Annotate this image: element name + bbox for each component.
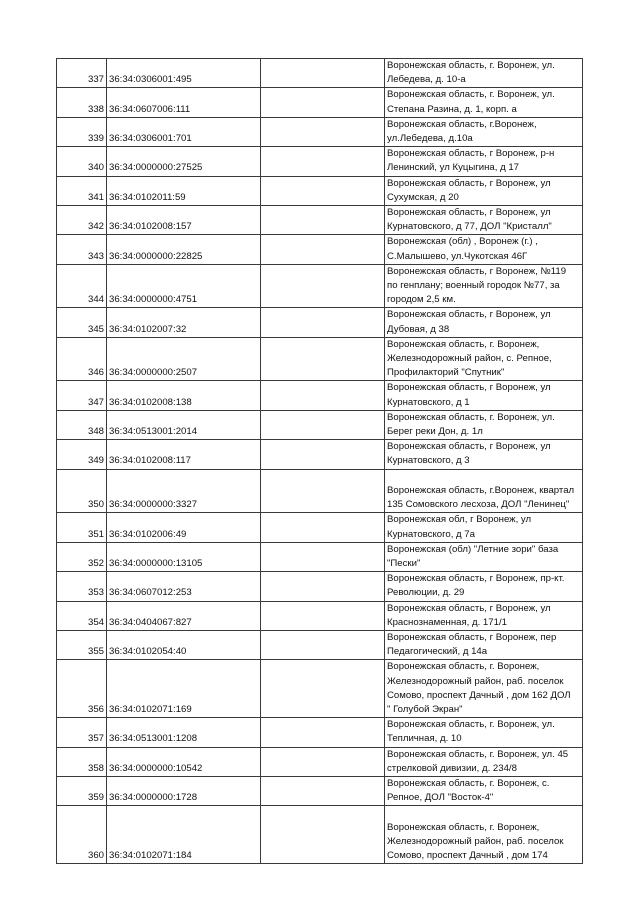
address-line: Лебедева, д. 10-а	[387, 74, 466, 86]
address-line: Воронежская область, г. Воронеж, ул.	[387, 411, 555, 423]
address-cell	[385, 264, 583, 308]
address-line: Железнодорожный район, с. Репное,	[387, 353, 552, 365]
address-line: Дубовая, д 38	[387, 323, 450, 335]
row-number: 351	[57, 513, 107, 542]
address-cell	[385, 59, 583, 88]
row-number: 340	[57, 147, 107, 176]
table-row	[57, 513, 583, 542]
cadastral-number: 36:34:0404067:827	[107, 601, 261, 630]
table-row	[57, 601, 583, 630]
cadastral-number: 36:34:0607006:111	[107, 88, 261, 117]
address-line: Ленинский, ул Куцыгина, д 17	[387, 162, 520, 174]
address-line: Железнодорожный район, раб. поселок	[387, 835, 564, 847]
address-line: Педагогический, д 14а	[387, 646, 488, 658]
address-cell	[385, 747, 583, 776]
empty-cell	[261, 235, 385, 264]
address-line: Берег реки Дон, д. 1л	[387, 426, 483, 438]
empty-cell	[261, 206, 385, 235]
address-line	[387, 806, 580, 820]
empty-cell	[261, 264, 385, 308]
address-line: Воронежская область, г Воронеж, ул	[387, 382, 551, 394]
cadastral-number: 36:34:0102011:59	[107, 176, 261, 205]
row-number: 337	[57, 59, 107, 88]
address-line: Воронежская область, г Воронеж, №119	[387, 265, 567, 277]
cadastral-number: 36:34:0000000:27525	[107, 147, 261, 176]
address-line: Воронежская область, г Воронеж, ул	[387, 602, 551, 614]
table-row	[57, 630, 583, 659]
empty-cell	[261, 147, 385, 176]
empty-cell	[261, 469, 385, 513]
address-line: Воронежская область, г Воронеж, ул	[387, 207, 551, 219]
address-line: "Пески"	[387, 557, 421, 569]
address-line: Воронежская область, г Воронеж, пр-кт.	[387, 573, 565, 585]
cadastral-number: 36:34:0102008:117	[107, 440, 261, 469]
cadastral-number: 36:34:0513001:1208	[107, 718, 261, 747]
address-line: Курнатовского, д 77, ДОЛ "Кристалл"	[387, 221, 552, 233]
address-line: стрелковой дивизии, д. 234/8	[387, 762, 517, 774]
address-line: Воронежская область, г. Воронеж, с.	[387, 777, 550, 789]
cadastral-number: 36:34:0102054:40	[107, 630, 261, 659]
address-cell	[385, 147, 583, 176]
cadastral-number: 36:34:0102006:49	[107, 513, 261, 542]
row-number: 352	[57, 542, 107, 571]
cadastral-number: 36:34:0306001:495	[107, 59, 261, 88]
table-row	[57, 117, 583, 146]
address-cell	[385, 117, 583, 146]
empty-cell	[261, 513, 385, 542]
empty-cell	[261, 572, 385, 601]
cadastral-number: 36:34:0000000:13105	[107, 542, 261, 571]
address-line: Железнодорожный район, раб. поселок	[387, 675, 564, 687]
cadastral-number: 36:34:0607012:253	[107, 572, 261, 601]
row-number: 356	[57, 660, 107, 718]
address-cell	[385, 601, 583, 630]
address-line: Воронежская область, г Воронеж, ул	[387, 309, 551, 321]
empty-cell	[261, 176, 385, 205]
address-line: Воронежская область, г.Воронеж,	[387, 118, 537, 130]
row-number: 359	[57, 776, 107, 805]
row-number: 343	[57, 235, 107, 264]
address-line: Воронежская область, г Воронеж, ул	[387, 177, 551, 189]
table-row	[57, 88, 583, 117]
cadastral-table	[56, 58, 583, 864]
address-line: Профилакторий "Спутник"	[387, 367, 505, 379]
address-line: Воронежская обл, г Воронеж, ул	[387, 514, 532, 526]
table-row	[57, 572, 583, 601]
row-number: 355	[57, 630, 107, 659]
address-line: Сомово, проспект Дачный , дом 174	[387, 849, 548, 861]
address-cell	[385, 776, 583, 805]
table-row	[57, 264, 583, 308]
address-cell	[385, 660, 583, 718]
table-row	[57, 440, 583, 469]
row-number: 357	[57, 718, 107, 747]
table-row	[57, 747, 583, 776]
empty-cell	[261, 337, 385, 381]
address-line: городом 2,5 км.	[387, 294, 456, 306]
address-line: Воронежская область, г. Воронеж, ул.	[387, 719, 555, 731]
table-row	[57, 410, 583, 439]
row-number: 350	[57, 469, 107, 513]
table-row	[57, 337, 583, 381]
address-cell	[385, 542, 583, 571]
row-number: 358	[57, 747, 107, 776]
empty-cell	[261, 718, 385, 747]
cadastral-number: 36:34:0102071:184	[107, 806, 261, 864]
address-cell	[385, 88, 583, 117]
empty-cell	[261, 747, 385, 776]
cadastral-number: 36:34:0000000:2507	[107, 337, 261, 381]
row-number: 360	[57, 806, 107, 864]
cadastral-number: 36:34:0102008:157	[107, 206, 261, 235]
address-cell	[385, 440, 583, 469]
address-cell	[385, 410, 583, 439]
row-number: 345	[57, 308, 107, 337]
address-line: Воронежская область, г. Воронеж, ул.	[387, 89, 555, 101]
empty-cell	[261, 381, 385, 410]
table-row	[57, 147, 583, 176]
address-line: Сомово, проспект Дачный , дом 162 ДОЛ	[387, 689, 571, 701]
cadastral-number: 36:34:0000000:1728	[107, 776, 261, 805]
table-row	[57, 776, 583, 805]
empty-cell	[261, 660, 385, 718]
address-line: " Голубой Экран"	[387, 703, 463, 715]
address-cell	[385, 718, 583, 747]
row-number: 341	[57, 176, 107, 205]
cadastral-number: 36:34:0000000:3327	[107, 469, 261, 513]
address-line: Воронежская область, г Воронеж, ул	[387, 441, 551, 453]
address-cell	[385, 176, 583, 205]
address-line: Курнатовского, д 1	[387, 396, 470, 408]
table-row	[57, 718, 583, 747]
empty-cell	[261, 630, 385, 659]
address-cell	[385, 337, 583, 381]
table-row	[57, 206, 583, 235]
cadastral-number: 36:34:0000000:10542	[107, 747, 261, 776]
table-row	[57, 176, 583, 205]
row-number: 338	[57, 88, 107, 117]
address-line: Репное, ДОЛ "Восток-4"	[387, 792, 494, 804]
address-line: Курнатовского, д 3	[387, 455, 470, 467]
address-line: Воронежская область, г. Воронеж, ул. 45	[387, 748, 569, 760]
cadastral-number: 36:34:0102007:32	[107, 308, 261, 337]
empty-cell	[261, 806, 385, 864]
address-line: Воронежская (обл) "Летние зори" база	[387, 543, 559, 555]
row-number: 346	[57, 337, 107, 381]
address-cell	[385, 630, 583, 659]
address-line: Революции, д. 29	[387, 587, 465, 599]
address-cell	[385, 206, 583, 235]
table-row	[57, 660, 583, 718]
address-line: Сухумская, д 20	[387, 191, 459, 203]
empty-cell	[261, 308, 385, 337]
row-number: 342	[57, 206, 107, 235]
row-number: 353	[57, 572, 107, 601]
empty-cell	[261, 776, 385, 805]
address-cell	[385, 235, 583, 264]
empty-cell	[261, 410, 385, 439]
address-cell	[385, 806, 583, 864]
address-cell	[385, 572, 583, 601]
address-line: Курнатовского, д 7а	[387, 528, 475, 540]
address-line: ул.Лебедева, д.10а	[387, 133, 473, 145]
address-line: Воронежская область, г Воронеж, пер	[387, 631, 557, 643]
address-line: Воронежская область, г. Воронеж,	[387, 821, 540, 833]
empty-cell	[261, 88, 385, 117]
table-row	[57, 469, 583, 513]
row-number: 354	[57, 601, 107, 630]
empty-cell	[261, 59, 385, 88]
empty-cell	[261, 601, 385, 630]
address-line: Тепличная, д. 10	[387, 733, 462, 745]
address-line: Степана Разина, д. 1, корп. а	[387, 103, 517, 115]
empty-cell	[261, 542, 385, 571]
cadastral-number: 36:34:0102008:138	[107, 381, 261, 410]
address-line: по генплану; военный городок №77, за	[387, 280, 560, 292]
table-body	[57, 59, 583, 864]
table-row	[57, 308, 583, 337]
address-line: Воронежская область, г. Воронеж, ул.	[387, 60, 555, 71]
row-number: 339	[57, 117, 107, 146]
cadastral-number: 36:34:0000000:4751	[107, 264, 261, 308]
address-cell	[385, 469, 583, 513]
cadastral-number: 36:34:0102071:169	[107, 660, 261, 718]
address-cell	[385, 308, 583, 337]
table-row	[57, 235, 583, 264]
address-line: Воронежская область, г.Воронеж, квартал	[387, 484, 575, 496]
empty-cell	[261, 117, 385, 146]
table-row	[57, 806, 583, 864]
row-number: 347	[57, 381, 107, 410]
address-line: Воронежская (обл) , Воронеж (г.) ,	[387, 236, 538, 248]
row-number: 349	[57, 440, 107, 469]
address-line: Воронежская область, г. Воронеж,	[387, 661, 540, 673]
table-row	[57, 542, 583, 571]
row-number: 348	[57, 410, 107, 439]
row-number: 344	[57, 264, 107, 308]
address-line: Краснознаменная, д. 171/1	[387, 616, 507, 628]
cadastral-number: 36:34:0513001:2014	[107, 410, 261, 439]
address-line: 135 Сомовского лесхоза, ДОЛ "Ленинец"	[387, 499, 570, 511]
address-line: Воронежская область, г Воронеж, р-н	[387, 148, 555, 160]
cadastral-number: 36:34:0306001:701	[107, 117, 261, 146]
cadastral-number: 36:34:0000000:22825	[107, 235, 261, 264]
empty-cell	[261, 440, 385, 469]
address-cell	[385, 513, 583, 542]
address-line: С.Малышево, ул.Чукотская 46Г	[387, 250, 528, 262]
table-row	[57, 381, 583, 410]
address-line	[387, 470, 580, 484]
table-row	[57, 59, 583, 88]
address-cell	[385, 381, 583, 410]
address-line: Воронежская область, г. Воронеж,	[387, 338, 540, 350]
